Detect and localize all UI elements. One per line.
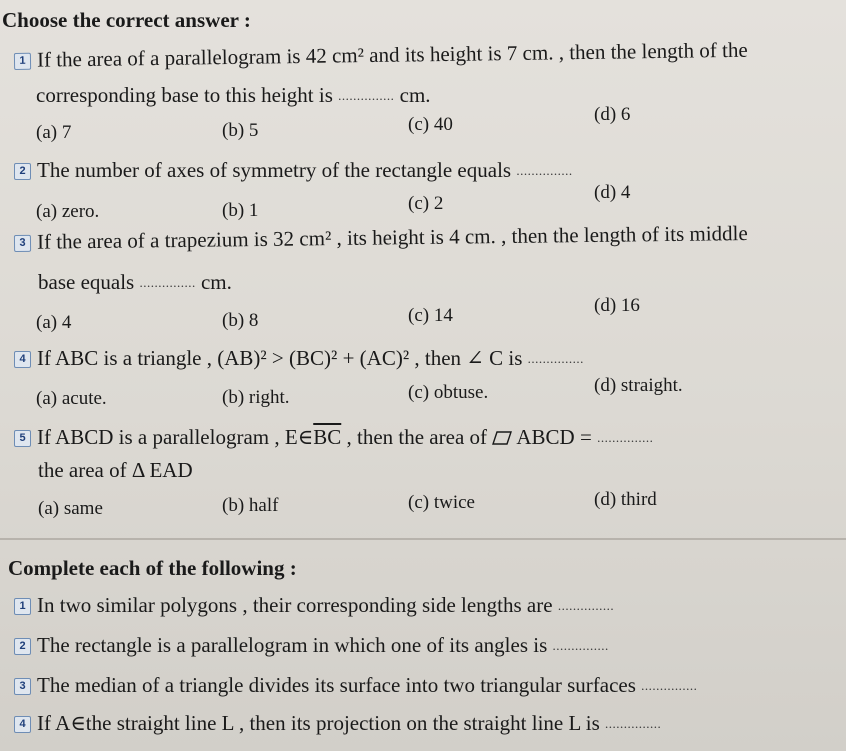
answer-blank[interactable]: ............... xyxy=(641,678,698,693)
complete-item-1 xyxy=(14,593,614,618)
q3-option-b[interactable]: (b) 8 xyxy=(222,310,259,331)
answer-blank[interactable]: ............... xyxy=(597,430,654,445)
q5-option-b[interactable]: (b) half xyxy=(222,495,279,516)
q4-option-c[interactable]: (c) obtuse. xyxy=(408,382,489,403)
question-3 xyxy=(14,221,748,255)
q3-option-c[interactable]: (c) 14 xyxy=(408,305,453,326)
question-5 xyxy=(14,425,653,450)
complete-number-3: 3 xyxy=(14,678,31,695)
section-divider xyxy=(0,538,846,540)
question-number-1: 1 xyxy=(14,53,31,70)
question-1-line2-row xyxy=(36,83,431,108)
q1-option-a[interactable]: (a) 7 xyxy=(36,122,72,143)
question-number-3: 3 xyxy=(14,235,31,252)
complete-item-4-text: If A∈the straight line L , then its projection on the straight line L is xyxy=(37,711,600,735)
complete-item-2-text: The rectangle is a parallelogram in which one of its angles is xyxy=(37,633,548,657)
question-1-line1: If the area of a parallelogram is 42 cm² and its height is 7 cm. , then the length of the xyxy=(36,37,748,72)
segment-bc: $\overline{BC}$ xyxy=(313,425,342,449)
q1-option-b[interactable]: (b) 5 xyxy=(222,120,259,141)
answer-blank[interactable]: ............... xyxy=(527,351,584,366)
question-1-unit: cm. xyxy=(399,83,431,107)
question-5-line2: the area of Δ EAD xyxy=(38,458,193,482)
question-5-line1-a: If ABCD is a parallelogram , E∈ xyxy=(37,425,314,449)
complete-item-2 xyxy=(14,633,609,658)
q1-option-d[interactable]: (d) 6 xyxy=(594,104,631,125)
question-3-line2-row xyxy=(38,270,232,295)
answer-blank[interactable]: ............... xyxy=(139,275,196,290)
question-4 xyxy=(14,346,584,371)
answer-blank[interactable]: ............... xyxy=(557,598,615,613)
complete-heading: Complete each of the following : xyxy=(8,556,297,580)
q2-option-b[interactable]: (b) 1 xyxy=(222,200,259,221)
question-4-line1: If ABC is a triangle , (AB)² > (BC)² + (AC)² , then ∠ C is xyxy=(37,346,523,370)
complete-number-2: 2 xyxy=(14,638,31,655)
question-2-line1: The number of axes of symmetry of the rectangle equals xyxy=(37,158,512,182)
q4-option-a[interactable]: (a) acute. xyxy=(36,388,107,409)
q3-option-a[interactable]: (a) 4 xyxy=(36,312,72,333)
q2-option-a[interactable]: (a) zero. xyxy=(36,201,100,222)
q2-option-d[interactable]: (d) 4 xyxy=(594,182,631,203)
complete-item-1-text: In two similar polygons , their corresponding side lengths are xyxy=(37,593,553,617)
complete-number-1: 1 xyxy=(14,598,31,615)
q5-option-d[interactable]: (d) third xyxy=(594,489,657,510)
q4-option-d[interactable]: (d) straight. xyxy=(594,375,683,396)
question-5-line1-d: ABCD = xyxy=(516,425,592,449)
question-2 xyxy=(14,158,573,183)
q4-option-b[interactable]: (b) right. xyxy=(222,387,290,408)
complete-item-4 xyxy=(14,711,661,736)
q2-option-c[interactable]: (c) 2 xyxy=(408,193,444,214)
complete-number-4: 4 xyxy=(14,716,31,733)
answer-blank[interactable]: ............... xyxy=(605,716,662,731)
answer-blank[interactable]: ............... xyxy=(338,88,395,103)
q5-option-c[interactable]: (c) twice xyxy=(408,492,475,513)
question-3-line1: If the area of a trapezium is 32 cm² , its height is 4 cm. , then the length of its middle xyxy=(36,221,748,254)
answer-blank[interactable]: ............... xyxy=(552,638,609,653)
question-3-unit: cm. xyxy=(200,270,232,294)
q1-option-c[interactable]: (c) 40 xyxy=(408,114,453,135)
q3-option-d[interactable]: (d) 16 xyxy=(594,295,640,316)
question-number-5: 5 xyxy=(14,430,31,447)
mcq-heading: Choose the correct answer : xyxy=(2,8,251,32)
question-3-line2: base equals xyxy=(38,270,135,294)
question-1-line2: corresponding base to this height is xyxy=(36,83,333,107)
question-number-4: 4 xyxy=(14,351,31,368)
complete-item-3 xyxy=(14,673,697,698)
complete-item-3-text: The median of a triangle divides its surface into two triangular surfaces xyxy=(37,673,636,697)
parallelogram-icon xyxy=(492,431,512,445)
q5-option-a[interactable]: (a) same xyxy=(38,498,103,519)
question-number-2: 2 xyxy=(14,163,31,180)
question-5-line1-c: , then the area of xyxy=(346,425,488,449)
answer-blank[interactable]: ............... xyxy=(516,163,573,178)
question-1 xyxy=(14,38,748,73)
